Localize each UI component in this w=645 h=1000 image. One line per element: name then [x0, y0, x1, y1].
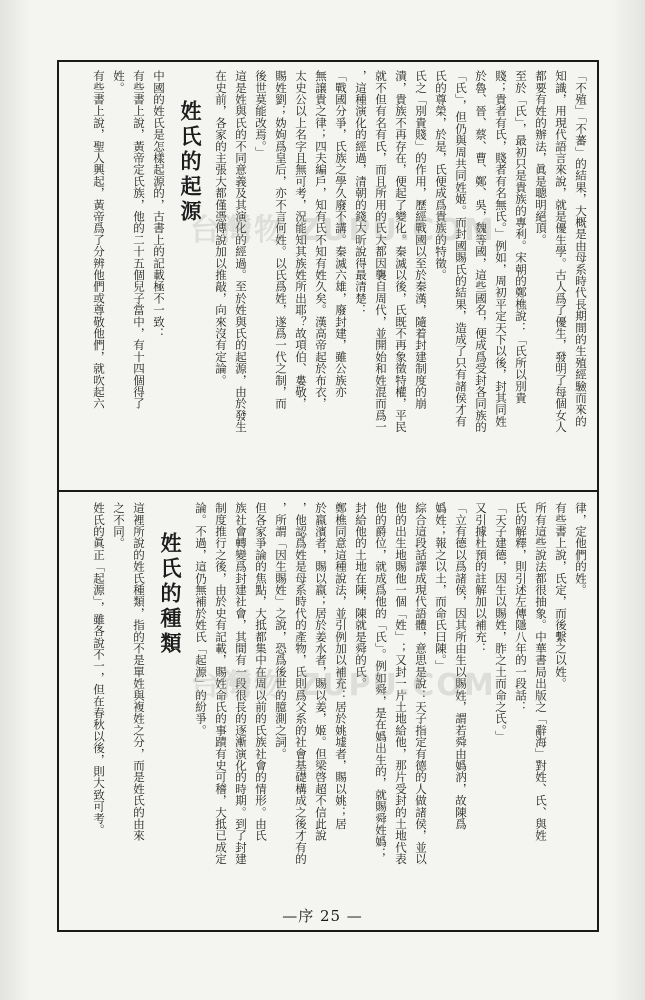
text-column: 族社會轉變爲封建社會，其間有一段很長的逐漸演化的時期。到了封建: [234, 502, 248, 865]
text-column: 賜姓劉；妫姁爲皇后，亦不言何姓。以氏爲姓，遂爲一代之制，而: [274, 70, 288, 410]
text-column: 綜合這段話譯成現代語體，意思是說：天子指定有德的人做諸侯，並以: [414, 502, 428, 865]
text-column: 制度推行之後，由於史有記載，賜姓命氏的事蹟有史可稽，大抵已成定: [214, 502, 228, 865]
section-heading: 姓氏的種類: [158, 532, 183, 657]
text-column: 氏之「別貴賤」的作用，歷經戰國以至於秦漢，隨着封建制度的崩: [414, 70, 428, 410]
text-column: 至於「氏」，最初只是貴族的專利。宋朝的鄭樵說：「氏所以別貴: [514, 70, 528, 404]
text-column: 有些書上說，黃帝定氏族，他的二十五個兒子當中，有十四個得了: [132, 70, 146, 410]
text-column: 氏的尊榮，於是，氏便成爲貴族的特徵。: [434, 70, 448, 281]
section-divider: [59, 490, 597, 492]
text-column: ，這種演化的經過，清朝的錢大昕說得最清楚：: [354, 70, 368, 316]
text-column: 嬀姓；報之以土，而命氏曰陳。」: [434, 502, 448, 672]
text-column: 律，定他們的姓。: [574, 502, 588, 596]
text-column: 無譲貴之律；四夫編戶，知有氏不知有姓久矣。漢高帝起於布衣，: [314, 70, 328, 410]
text-column: 又引據杜預的註解加以補充：: [474, 502, 488, 655]
text-column: 就不但有名有氏，而且所用的氏大都因襲自周代，並開始和姓混而爲一: [374, 70, 388, 433]
text-column: 於魯、晉、蔡、曹、鄭、吳，魏等國，這些國名，便成爲受封各同族的: [474, 70, 488, 433]
text-column: 「氏」，但仍與周共同姓姬。而封國賜氏的結果，造成了只有諸侯才有: [454, 70, 468, 427]
text-column: 有些書上說，氏定，而後繫之以姓。: [554, 502, 568, 690]
text-column: 所有這些說法都很抽象。中華書局出版之「辭海」對姓、氏、與姓: [534, 502, 548, 842]
watermark-top: 台灣物 ZUPU.COM: [190, 213, 496, 248]
text-column: 太史公以上名字且無可考，況能知其族姓所出耶？故項伯、婁敬，: [294, 70, 308, 410]
text-column: 姓氏的眞正「起源」，雖各說不一，但在春秋以後，則大致可考。: [92, 502, 106, 836]
text-column: 封給他的土地在陳，陳就是舜的氏。: [354, 502, 368, 690]
text-column: 有些書上說，聖人興起，黃帝爲了分辨他們或尊敬他們，就吹起六: [92, 70, 106, 410]
text-column: 中國的姓氏是怎樣起源的，古書上的記載極不一致：: [152, 70, 166, 340]
text-column: 「戰國分爭，氏族之學久廢不講。秦滅六雄，廢封建，雖公族亦: [334, 70, 348, 398]
text-column: 於嬴濱者，賜以嬴；居於姜水者，賜以姜，姬。但梁啓超不信此說: [314, 502, 328, 842]
bottom-text-section: [69, 502, 589, 922]
section-heading: 姓氏的起源: [178, 100, 203, 225]
text-frame: [57, 60, 599, 932]
text-column: 在史前，各家的主張大都僅憑傳說加以推敲，向來沒有定論。: [214, 70, 228, 386]
text-column: 知識，用現代語言來說，就是優生學。古人爲了優生，發明了每個女人: [554, 70, 568, 433]
text-column: ，所謂「因生賜姓」之說，恐爲後世的臆測之詞。: [274, 502, 288, 760]
text-column: 賤；貴者有氏，賤者有名無氏。」例如，周初平定天下以後，封其同姓: [494, 70, 508, 427]
text-column: 都要有姓的辦法，眞是聰明絕頂。: [534, 70, 548, 246]
text-column: 論。不過，這仍無補於姓氏「起源」的紛爭。: [194, 502, 208, 736]
text-column: 這裡所說的姓氏種類，指的不是單姓與複姓之分，而是姓氏的由來: [132, 502, 146, 842]
text-column: 鄭樵同意這種說法，並引例加以補充：居於姚墟者，賜以姚；居: [334, 502, 348, 830]
text-column: 「立有德以爲諸侯，因其所由生以賜姓，謂若舜由嬀汭，故陳爲: [454, 502, 468, 830]
text-column: 之不同。: [112, 502, 126, 549]
watermark-bottom: 台灣物 ZUPU.COM: [190, 668, 496, 703]
text-column: 潰，貴族不再存在，便起了變化。秦滅以後，氏既不再象徵特權，平民: [394, 70, 408, 433]
text-column: 「天子建德，因生以賜姓，胙之土而命之氏。」: [494, 502, 508, 742]
text-column: 他的出生地賜他一個「姓」；又封一片土地給他，那片受封的土地代表: [394, 502, 408, 865]
page-number: —序 25 —: [282, 907, 363, 925]
text-column: 後世莫能改焉。」: [254, 70, 268, 158]
text-column: ，他認爲姓是母系時代的產物，氏則爲父系的社會基礎構成之後才有的: [294, 502, 308, 865]
text-column: 他的爵位，就成爲他的「氏」。例如舜，是在嬀出生的，就賜舜姓嬀；: [374, 502, 388, 859]
text-column: 這是姓與氏的不同意義及其演化的經過。至於姓與氏的起源，由於發生: [234, 70, 248, 433]
text-column: 「不殖」「不蕃」的結果，大概是由母系時代長期間的生殖經驗而來的: [574, 70, 588, 427]
text-column: 姓。: [112, 70, 126, 94]
text-column: 但各家爭論的焦點，大抵都集中在周以前的氏族社會的情形。由氏: [254, 502, 268, 842]
top-text-section: [69, 70, 589, 480]
text-column: 氏的解釋，則引述左傳隱八年的一段話：: [514, 502, 528, 713]
